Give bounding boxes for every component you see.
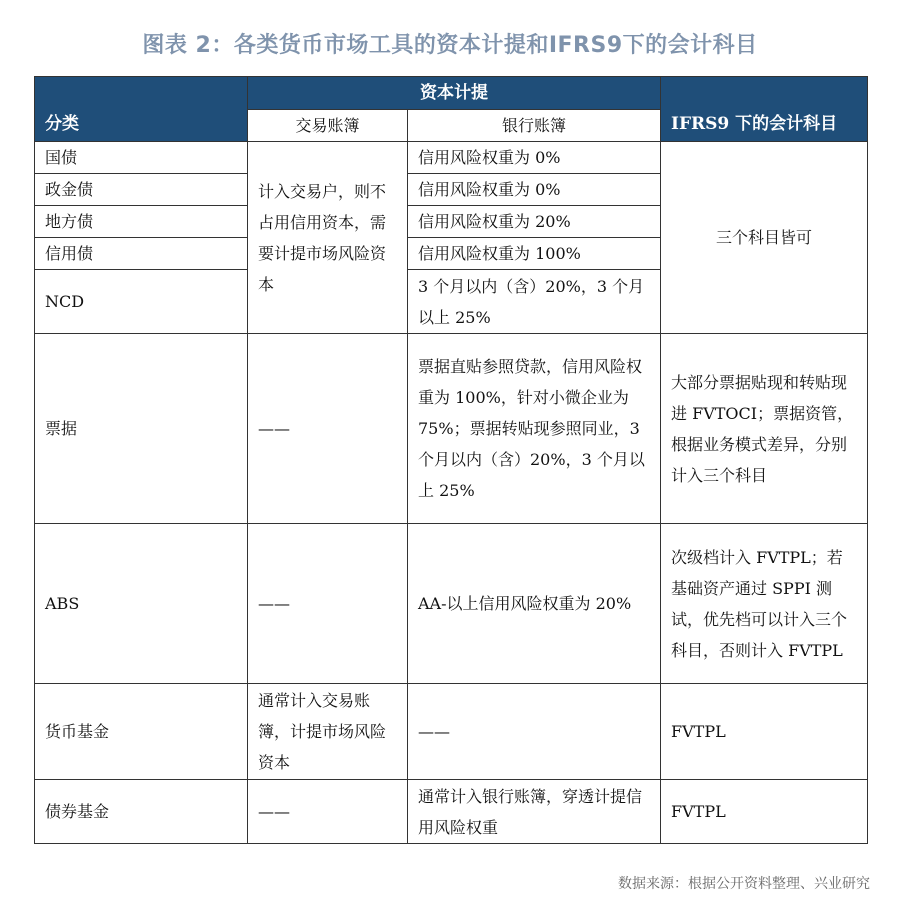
category-cell: 信用债 [35,238,248,270]
table-row [35,524,868,684]
banking-book-cell: AA-以上信用风险权重为 20% [408,524,661,684]
figure-title: 图表 2：各类货币市场工具的资本计提和IFRS9下的会计科目 [142,33,758,58]
trading-book-cell: —— [248,524,408,684]
category-cell: NCD [35,270,248,334]
category-cell: 政金债 [35,174,248,206]
ifrs9-group-cell: 三个科目皆可 [661,142,868,334]
ifrs9-cell: FVTPL [661,684,868,780]
category-cell: 债券基金 [35,780,248,844]
banking-book-cell: —— [408,684,661,780]
table-row [35,684,868,780]
header-ifrs9: IFRS9 下的会计科目 [661,77,868,142]
capital-accounting-table [34,76,868,844]
ifrs9-cell: 大部分票据贴现和转贴现进 FVTOCI；票据资管，根据业务模式差异，分别计入三个科目 [661,334,868,524]
trading-book-cell: 通常计入交易账簿，计提市场风险资本 [248,684,408,780]
header-banking-book: 银行账簿 [408,110,661,142]
banking-book-cell: 信用风险权重为 100% [408,238,661,270]
trading-book-cell: —— [248,334,408,524]
category-cell: 国债 [35,142,248,174]
header-trading-book: 交易账簿 [248,110,408,142]
table-row [35,780,868,844]
source-note: 数据来源：根据公开资料整理、兴业研究 [618,876,870,892]
category-cell: 地方债 [35,206,248,238]
category-cell: ABS [35,524,248,684]
ifrs9-cell: 次级档计入 FVTPL；若基础资产通过 SPPI 测试，优先档可以计入三个科目，否则计入 FVTPL [661,524,868,684]
banking-book-cell: 信用风险权重为 20% [408,206,661,238]
category-cell: 货币基金 [35,684,248,780]
category-cell: 票据 [35,334,248,524]
ifrs9-cell: FVTPL [661,780,868,844]
table-row [35,334,868,524]
header-category: 分类 [35,77,248,142]
banking-book-cell: 信用风险权重为 0% [408,174,661,206]
banking-book-cell: 票据直贴参照贷款，信用风险权重为 100%，针对小微企业为 75%；票据转贴现参照同业，3 个月以内（含）20%，3 个月以上 25% [408,334,661,524]
trading-book-cell: —— [248,780,408,844]
banking-book-cell: 通常计入银行账簿，穿透计提信用风险权重 [408,780,661,844]
table-row [35,142,868,174]
trading-book-group-cell: 计入交易户，则不占用信用资本，需要计提市场风险资本 [248,142,408,334]
banking-book-cell: 信用风险权重为 0% [408,142,661,174]
header-capital: 资本计提 [248,77,661,110]
banking-book-cell: 3 个月以内（含）20%，3 个月以上 25% [408,270,661,334]
